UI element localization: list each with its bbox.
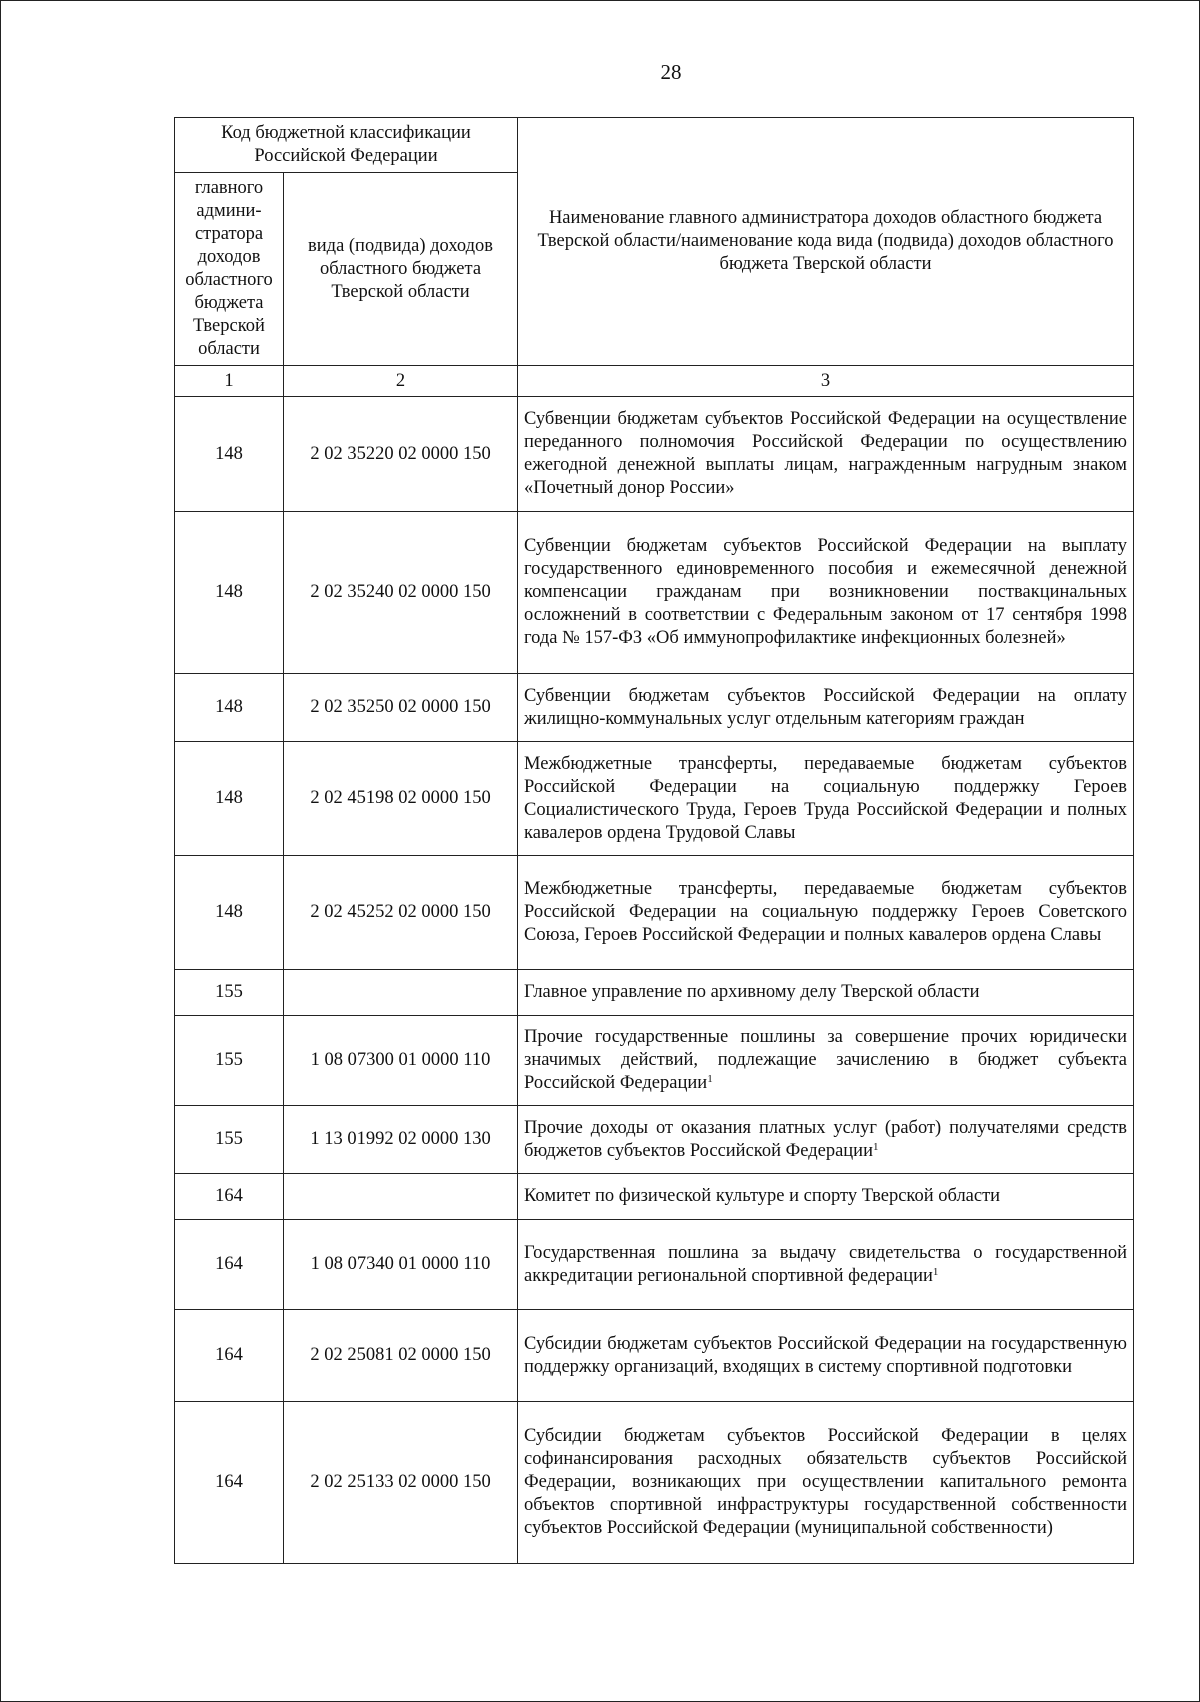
name-cell bbox=[518, 742, 1134, 856]
table-row bbox=[175, 397, 1134, 512]
income-code-cell: 2 02 25133 02 0000 150 bbox=[284, 1402, 518, 1564]
admin-code-cell: 155 bbox=[175, 1106, 284, 1174]
column-number: 1 bbox=[175, 366, 284, 397]
admin-code-cell: 148 bbox=[175, 674, 284, 742]
income-code-cell: 2 02 35250 02 0000 150 bbox=[284, 674, 518, 742]
income-code-cell: 2 02 45198 02 0000 150 bbox=[284, 742, 518, 856]
name-cell bbox=[518, 970, 1134, 1016]
page-number: 28 bbox=[660, 60, 682, 84]
admin-code-cell: 148 bbox=[175, 397, 284, 512]
name-text: Прочие государственные пошлины за совершение прочих юридически значимых действий, подлежащие зачислению в бюджет субъекта Российской Федерации bbox=[524, 1027, 1128, 1093]
income-code-cell bbox=[284, 1174, 518, 1220]
footnote-marker: 1 bbox=[873, 1140, 879, 1153]
name-cell bbox=[518, 1402, 1134, 1564]
admin-code-cell: 164 bbox=[175, 1402, 284, 1564]
budget-classification-table bbox=[174, 117, 1134, 1564]
table-row bbox=[175, 512, 1134, 674]
income-code-cell: 2 02 35240 02 0000 150 bbox=[284, 512, 518, 674]
name-cell bbox=[518, 1174, 1134, 1220]
admin-code-cell: 164 bbox=[175, 1310, 284, 1402]
income-code-cell: 2 02 45252 02 0000 150 bbox=[284, 856, 518, 970]
name-text: Комитет по физической культуре и спорту Тверской области bbox=[524, 1186, 1001, 1206]
table-row bbox=[175, 1174, 1134, 1220]
footnote-marker: 1 bbox=[707, 1073, 713, 1085]
name-text: Межбюджетные трансферты, передаваемые бюджетам субъектов Российской Федерации на социальную поддержку Героев Советского Союза, Героев Российской Федерации и полных кавалеров ордена Славы bbox=[524, 879, 1128, 945]
header-row-1 bbox=[175, 118, 1134, 173]
name-text: Субвенции бюджетам субъектов Российской Федерации на выплату государственного единовременного пособия и ежемесячной денежной компенсации гражданам при возникновении поствакцинальных осложнений в соответствии с Федеральным законом от 17 сентября 1998 года № 157-ФЗ «Об иммунопрофилактике инфекционных болезней» bbox=[524, 536, 1128, 648]
column-number: 3 bbox=[518, 366, 1134, 397]
table-row bbox=[175, 1402, 1134, 1564]
table-row bbox=[175, 970, 1134, 1016]
admin-code-cell: 164 bbox=[175, 1220, 284, 1310]
income-code-cell: 2 02 35220 02 0000 150 bbox=[284, 397, 518, 512]
name-cell bbox=[518, 1106, 1134, 1174]
income-code-cell bbox=[284, 970, 518, 1016]
name-text: Субсидии бюджетам субъектов Российской Федерации на государственную поддержку организаций, входящих в систему спортивной подготовки bbox=[524, 1333, 1128, 1377]
table-row bbox=[175, 742, 1134, 856]
table-body bbox=[175, 397, 1134, 1564]
name-cell bbox=[518, 674, 1134, 742]
name-text: Субвенции бюджетам субъектов Российской Федерации на оплату жилищно-коммунальных услуг отдельным категориям граждан bbox=[524, 685, 1128, 729]
table-row bbox=[175, 674, 1134, 742]
table-row bbox=[175, 1106, 1134, 1174]
name-text: Субвенции бюджетам субъектов Российской Федерации на осуществление переданного полномочия Российской Федерации по осуществлению ежегодной денежной выплаты лицам, награжденным нагрудным знаком «Почетный донор России» bbox=[524, 409, 1128, 498]
table-row bbox=[175, 1220, 1134, 1310]
name-cell bbox=[518, 512, 1134, 674]
admin-code-cell: 148 bbox=[175, 512, 284, 674]
admin-code-cell: 164 bbox=[175, 1174, 284, 1220]
admin-code-cell: 155 bbox=[175, 1016, 284, 1106]
income-code-cell: 1 08 07340 01 0000 110 bbox=[284, 1220, 518, 1310]
table-row bbox=[175, 856, 1134, 970]
admin-code-cell: 148 bbox=[175, 742, 284, 856]
header-admin-text: главного админи-стратора доходов областного бюджета Тверской области bbox=[185, 178, 273, 359]
header-name-column: Наименование главного администратора доходов областного бюджета Тверской области/наименование кода вида (подвида) доходов областного бюджета Тверской области bbox=[518, 118, 1134, 366]
header-admin-column bbox=[175, 173, 284, 366]
admin-code-cell: 155 bbox=[175, 970, 284, 1016]
table-row bbox=[175, 1310, 1134, 1402]
table-row bbox=[175, 1016, 1134, 1106]
name-cell bbox=[518, 1310, 1134, 1402]
name-text: Государственная пошлина за выдачу свидетельства о государственной аккредитации региональной спортивной федерации bbox=[524, 1242, 1128, 1286]
column-number: 2 bbox=[284, 366, 518, 397]
name-text: Прочие доходы от оказания платных услуг (работ) получателями средств бюджетов субъектов Российской Федерации bbox=[524, 1117, 1128, 1161]
name-text: Межбюджетные трансферты, передаваемые бюджетам субъектов Российской Федерации на социальную поддержку Героев Социалистического Труда, Героев Труда Российской Федерации и полных кавалеров ордена Трудовой Славы bbox=[524, 753, 1128, 843]
name-cell bbox=[518, 1220, 1134, 1310]
name-cell bbox=[518, 856, 1134, 970]
admin-code-cell: 148 bbox=[175, 856, 284, 970]
header-code-group: Код бюджетной классификации Российской Федерации bbox=[175, 118, 518, 173]
income-code-cell: 2 02 25081 02 0000 150 bbox=[284, 1310, 518, 1402]
header-code-column: вида (подвида) доходов областного бюджета Тверской области bbox=[284, 173, 518, 366]
footnote-marker: 1 bbox=[932, 1265, 939, 1278]
name-cell bbox=[518, 1016, 1134, 1106]
column-number-row bbox=[175, 366, 1134, 397]
income-code-cell: 1 08 07300 01 0000 110 bbox=[284, 1016, 518, 1106]
name-text: Главное управление по архивному делу Тверской области bbox=[524, 982, 980, 1002]
income-code-cell: 1 13 01992 02 0000 130 bbox=[284, 1106, 518, 1174]
name-cell bbox=[518, 397, 1134, 512]
name-text: Субсидии бюджетам субъектов Российской Федерации в целях софинансирования расходных обязательств субъектов Российской Федерации, возникающих при осуществлении капитального ремонта объектов спортивной инфраструктуры государственной собственности субъектов Российской Федерации (муниципальной собственности) bbox=[524, 1426, 1128, 1538]
